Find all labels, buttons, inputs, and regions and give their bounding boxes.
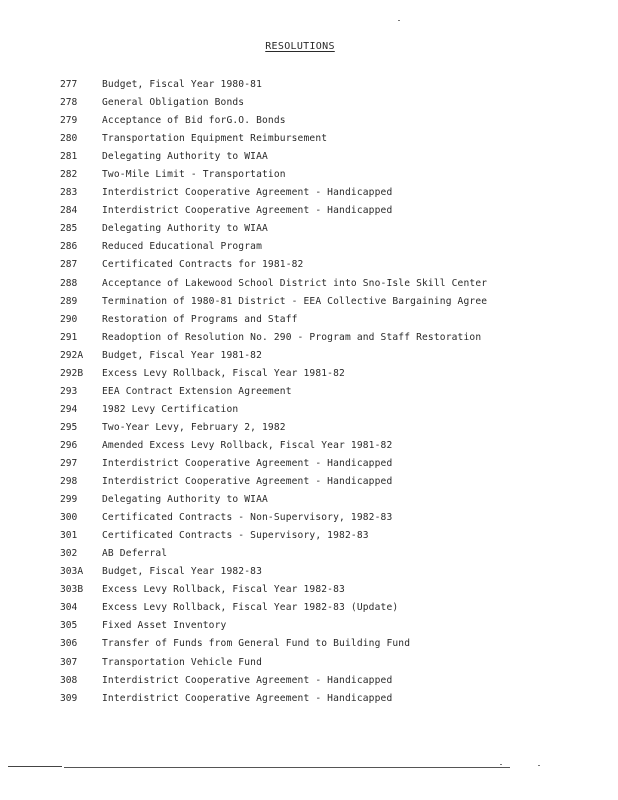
resolution-number: 290 (60, 313, 78, 325)
resolution-number: 302 (60, 548, 78, 560)
resolution-number: 304 (60, 602, 78, 614)
resolution-row (0, 365, 618, 383)
resolution-number: 300 (60, 512, 78, 524)
resolution-description: Transportation Vehicle Fund (102, 656, 262, 668)
resolution-row (0, 617, 618, 635)
resolution-description: Excess Levy Rollback, Fiscal Year 1981-82 (102, 367, 345, 379)
resolution-row (0, 94, 618, 112)
resolution-number: 306 (60, 638, 78, 650)
resolution-number: 295 (60, 421, 78, 433)
resolution-number: 309 (60, 692, 78, 704)
resolution-row (0, 690, 618, 708)
footer-rule-left (8, 766, 62, 767)
resolution-description: Restoration of Programs and Staff (102, 313, 298, 325)
resolution-description: Delegating Authority to WIAA (102, 151, 268, 163)
resolution-description: Budget, Fiscal Year 1982-83 (102, 566, 262, 578)
resolution-description: Delegating Authority to WIAA (102, 223, 268, 235)
scan-speck (398, 20, 400, 21)
resolution-description: EEA Contract Extension Agreement (102, 385, 292, 397)
resolution-row (0, 238, 618, 256)
resolution-number: 307 (60, 656, 78, 668)
resolution-row (0, 455, 618, 473)
resolution-description: Interdistrict Cooperative Agreement - Handicapped (102, 692, 393, 704)
resolution-number: 285 (60, 223, 78, 235)
resolution-number: 282 (60, 169, 78, 181)
resolution-row (0, 473, 618, 491)
resolution-description: Budget, Fiscal Year 1980-81 (102, 79, 262, 90)
resolution-description: Interdistrict Cooperative Agreement - Handicapped (102, 674, 393, 686)
resolution-row (0, 635, 618, 653)
page-title: RESOLUTIONS (265, 41, 335, 52)
resolution-row (0, 672, 618, 690)
resolution-row (0, 329, 618, 347)
resolution-number: 291 (60, 331, 78, 343)
resolution-description: Interdistrict Cooperative Agreement - Handicapped (102, 457, 393, 469)
resolution-description: Excess Levy Rollback, Fiscal Year 1982-83 (102, 584, 345, 596)
resolution-description: Reduced Educational Program (102, 241, 262, 253)
resolution-row (0, 202, 618, 220)
resolution-number: 288 (60, 277, 78, 289)
resolution-row (0, 275, 618, 293)
resolution-description: Acceptance of Lakewood School District into Sno-Isle Skill Center (102, 277, 488, 289)
resolution-description: Interdistrict Cooperative Agreement - Handicapped (102, 205, 393, 217)
resolution-row (0, 130, 618, 148)
resolution-row (0, 527, 618, 545)
resolution-number: 301 (60, 530, 78, 542)
resolution-number: 286 (60, 241, 78, 253)
resolution-row (0, 563, 618, 581)
resolution-number: 303A (60, 566, 84, 578)
resolution-row (0, 311, 618, 329)
resolution-row (0, 76, 618, 94)
resolution-number: 294 (60, 403, 78, 415)
resolution-description: 1982 Levy Certification (102, 403, 239, 415)
resolution-number: 280 (60, 133, 78, 145)
resolution-row (0, 256, 618, 274)
resolution-number: 283 (60, 187, 78, 199)
resolution-number: 289 (60, 295, 78, 307)
resolution-description: Transfer of Funds from General Fund to Building Fund (102, 638, 411, 650)
resolution-row (0, 419, 618, 437)
resolution-description: Excess Levy Rollback, Fiscal Year 1982-83 (Update) (102, 602, 399, 614)
resolution-description: Certificated Contracts for 1981-82 (102, 259, 304, 271)
resolution-description: General Obligation Bonds (102, 97, 245, 109)
resolution-number: 292B (60, 367, 84, 379)
scan-speck (538, 765, 540, 766)
resolution-description: Two-Mile Limit - Transportation (102, 169, 286, 181)
resolution-row (0, 581, 618, 599)
resolution-row (0, 184, 618, 202)
resolution-description: Transportation Equipment Reimbursement (102, 133, 328, 145)
resolution-row (0, 112, 618, 130)
resolution-description: Amended Excess Levy Rollback, Fiscal Year 1981-82 (102, 439, 393, 451)
resolution-row (0, 491, 618, 509)
resolution-number: 296 (60, 439, 78, 451)
resolution-row (0, 220, 618, 238)
resolution-number: 278 (60, 97, 78, 109)
resolution-number: 293 (60, 385, 78, 397)
resolution-row (0, 509, 618, 527)
resolution-description: Termination of 1980-81 District - EEA Collective Bargaining Agree (102, 295, 488, 307)
resolution-number: 308 (60, 674, 78, 686)
resolution-description: Interdistrict Cooperative Agreement - Handicapped (102, 187, 393, 199)
resolution-number: 277 (60, 79, 78, 90)
resolution-number: 297 (60, 457, 78, 469)
resolution-description: Fixed Asset Inventory (102, 620, 227, 632)
resolution-row (0, 383, 618, 401)
resolution-number: 298 (60, 476, 78, 488)
resolution-number: 305 (60, 620, 78, 632)
resolution-number: 284 (60, 205, 78, 217)
resolution-description: Budget, Fiscal Year 1981-82 (102, 349, 262, 361)
resolution-description: Delegating Authority to WIAA (102, 494, 268, 506)
resolution-description: Certificated Contracts - Supervisory, 1982-83 (102, 530, 369, 542)
resolution-number: 281 (60, 151, 78, 163)
resolutions-list (0, 76, 618, 708)
resolution-row (0, 166, 618, 184)
resolution-description: Certificated Contracts - Non-Supervisory, 1982-83 (102, 512, 393, 524)
resolution-row (0, 437, 618, 455)
resolution-description: Acceptance of Bid forG.O. Bonds (102, 115, 286, 127)
resolution-row (0, 347, 618, 365)
resolution-number: 299 (60, 494, 78, 506)
resolution-description: Two-Year Levy, February 2, 1982 (102, 421, 286, 433)
resolution-number: 303B (60, 584, 84, 596)
footer-rule (64, 767, 510, 768)
resolution-number: 292A (60, 349, 84, 361)
resolution-row (0, 401, 618, 419)
resolution-description: Interdistrict Cooperative Agreement - Handicapped (102, 476, 393, 488)
resolution-row (0, 545, 618, 563)
resolution-row (0, 599, 618, 617)
resolution-number: 287 (60, 259, 78, 271)
resolution-row (0, 293, 618, 311)
resolution-description: AB Deferral (102, 548, 168, 560)
scan-speck (500, 764, 502, 765)
resolution-description: Readoption of Resolution No. 290 - Program and Staff Restoration (102, 331, 482, 343)
resolution-row (0, 654, 618, 672)
resolution-number: 279 (60, 115, 78, 127)
resolution-row (0, 148, 618, 166)
